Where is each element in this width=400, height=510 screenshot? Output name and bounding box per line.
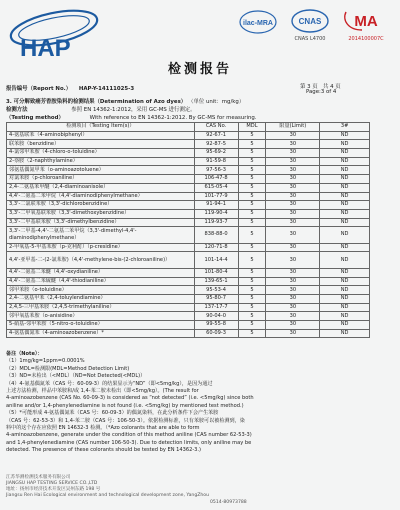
cell-mdl: 5 [238, 303, 266, 312]
table-row [7, 149, 370, 158]
report-number-label: 报告编号（Report No.） [6, 86, 72, 92]
table-row [7, 166, 370, 175]
method-text-en: With reference to EN 14362-1:2012. By GC-MS for measuring. [89, 115, 257, 121]
cell-cas: 106-47-8 [194, 175, 238, 184]
section-unit: （单位 unit：mg/kg） [188, 99, 245, 105]
cell-limit: 30 [266, 175, 320, 184]
section-heading-text: 3. 可分解致癌芳香胺染料的检测结果（Determination of Azo dyes） [6, 99, 187, 105]
cell-result: ND [320, 295, 370, 304]
note-line: （4）4-氨基偶氮苯（CAS 号：60-09-3）的结果显示为“ND”（即<5mg/kg），是因为通过 [6, 380, 213, 387]
cell-result: ND [320, 286, 370, 295]
footer-address-en: Jiangsu Ren Hai Ecological environment and technological development zone, YangZhou [6, 493, 210, 498]
cell-cas: 119-93-7 [194, 218, 238, 227]
col-header-item: 检测项目（Testing Item(s)） [7, 123, 195, 132]
cell-limit: 30 [266, 329, 320, 338]
table-row [7, 175, 370, 184]
page-indicator-en: Page:3 of 4 [306, 89, 337, 95]
cell-result: ND [320, 175, 370, 184]
table-row [7, 321, 370, 330]
cell-cas: 60-09-3 [194, 329, 238, 338]
cell-mdl: 5 [238, 192, 266, 201]
cell-mdl: 5 [238, 252, 266, 269]
cell-cas: 97-56-3 [194, 166, 238, 175]
table-row [7, 329, 370, 338]
cell-result: ND [320, 329, 370, 338]
cell-mdl: 5 [238, 149, 266, 158]
note-line: 4-aminoazobenzene (CAS No. 60-09-3) is considered as “not detected” (i.e. <5mg/kg) since both [6, 395, 254, 402]
cell-limit: 30 [266, 295, 320, 304]
cell-limit: 30 [266, 183, 320, 192]
cell-limit: 30 [266, 140, 320, 149]
cell-result: ND [320, 243, 370, 252]
cell-cas: 99-55-8 [194, 321, 238, 330]
cell-result: ND [320, 157, 370, 166]
cell-cas: 91-94-1 [194, 201, 238, 210]
cell-limit: 30 [266, 252, 320, 269]
cell-mdl: 5 [238, 166, 266, 175]
cell-result: ND [320, 140, 370, 149]
table-row [7, 268, 370, 277]
cell-result: ND [320, 268, 370, 277]
table-row [7, 183, 370, 192]
cell-cas: 92-87-5 [194, 140, 238, 149]
note-line: （3）ND=未检出（<MDL）（ND=Not Detected(<MDL)） [6, 373, 146, 380]
cell-cas: 90-04-0 [194, 312, 238, 321]
cell-mdl: 5 [238, 201, 266, 210]
cell-item: 3,3'-二甲氧基联苯胺（3,3'-dimethoxybenzidine） [7, 209, 195, 218]
report-title: 检测报告 [167, 62, 232, 77]
footer-company-en: JIANGSU HAP TESTING SERVICE CO.,LTD [6, 481, 98, 486]
cell-result: ND [320, 303, 370, 312]
page-indicator-cn: 第 3 页 共 4 页 [300, 84, 341, 90]
report-number [6, 84, 134, 92]
table-row [7, 295, 370, 304]
cell-result: ND [320, 183, 370, 192]
notes-lines [6, 358, 372, 454]
table-row [7, 227, 370, 244]
method-line-cn [6, 105, 196, 113]
cell-cas: 838-88-0 [194, 227, 238, 244]
cell-result: ND [320, 321, 370, 330]
cell-result: ND [320, 131, 370, 140]
cell-mdl: 5 [238, 140, 266, 149]
cell-mdl: 5 [238, 175, 266, 184]
cell-limit: 30 [266, 209, 320, 218]
table-row [7, 303, 370, 312]
table-row [7, 209, 370, 218]
table-row [7, 201, 370, 210]
col-header-mdl: MDL [238, 123, 266, 132]
cell-limit: 30 [266, 201, 320, 210]
cell-result: ND [320, 201, 370, 210]
cell-cas: 139-65-1 [194, 277, 238, 286]
cell-mdl: 5 [238, 277, 266, 286]
cell-result: ND [320, 149, 370, 158]
footer-address-cn: 地址：扬州市经济技术开发区吴州东路 198 号 [6, 487, 101, 492]
cell-result: ND [320, 252, 370, 269]
cell-item: 3,3'-二氯联苯胺（3,3'-dichlorobenzidine） [7, 201, 195, 210]
cell-cas: 137-17-7 [194, 303, 238, 312]
cell-limit: 30 [266, 227, 320, 244]
footer-phone: 0514-80973788 [210, 500, 247, 505]
cell-result: ND [320, 277, 370, 286]
cell-cas: 120-71-8 [194, 243, 238, 252]
ma-number: 2014100007C [348, 36, 384, 42]
cell-limit: 30 [266, 149, 320, 158]
cell-item: 2,4-二氨基苯甲醚（2,4-diaminoanisole） [7, 183, 195, 192]
note-line: （2）MDL=检测限(MDL=Method Detection Limit) [6, 365, 130, 372]
table-row [7, 192, 370, 201]
footer [6, 475, 398, 499]
note-line: （1）1mg/kg=1ppm=0.0001% [6, 358, 85, 365]
table-row [7, 277, 370, 286]
cell-cas: 95-69-2 [194, 149, 238, 158]
table-row [7, 218, 370, 227]
note-line: detected. The presence of these colorants should be tested by EN 14362-3.) [6, 447, 202, 454]
ilac-text: ilac-MRA [243, 20, 273, 27]
cell-item: 3,3'-二甲基-4,4'-二氨基二苯甲烷（3,3'-dimethyl-4,4'-diaminodiphenylmethane） [7, 227, 195, 244]
table-header-row [7, 123, 370, 132]
method-label-en: （Testing method） [6, 115, 64, 121]
note-line: （CAS 号：62-53-3）和 1,4-苯二胺（CAS 号：106-50-3）。依据检测标准，只有苯胺可以被检测到，染 [6, 417, 245, 424]
cell-item: 2,4-二氨基甲苯（2,4-toluylendiamine） [7, 295, 195, 304]
note-line: （5）*可能形成 4-氨基偶氮苯（CAS 号：60-09-3）的偶氮染料，在此分析条件下会产生苯胺 [6, 410, 219, 417]
table-row [7, 157, 370, 166]
cell-mdl: 5 [238, 227, 266, 244]
cell-limit: 30 [266, 131, 320, 140]
cell-cas: 92-67-1 [194, 131, 238, 140]
cell-cas: 91-59-8 [194, 157, 238, 166]
cell-item: 4,4'-二氨基二苯醚（4,4'-oxydianiline） [7, 268, 195, 277]
note-line: 料中的这个存在应依照 EN 14632-3 检测。（*Azo colorants that are able to form [6, 425, 200, 432]
cnas-number: CNAS L4700 [294, 36, 326, 42]
cell-item: 5-硝基-邻甲苯胺（5-nitro-o-toluidine） [7, 321, 195, 330]
cell-mdl: 5 [238, 209, 266, 218]
report-number-value: HAP-Y-14111025-3 [78, 86, 135, 92]
cell-limit: 30 [266, 286, 320, 295]
cell-mdl: 5 [238, 295, 266, 304]
cell-limit: 30 [266, 166, 320, 175]
cell-item: 3,3'-二甲基联苯胺（3,3'-dimethylbenzidine） [7, 218, 195, 227]
cell-cas: 95-80-7 [194, 295, 238, 304]
cell-cas: 615-05-4 [194, 183, 238, 192]
cell-item: 2-甲氧基-5-甲基苯胺（p-克利酊）（p-cresidine） [7, 243, 195, 252]
cell-item: 邻氨基偶氮甲苯（o-aminoazotoluene） [7, 166, 195, 175]
cell-mdl: 5 [238, 243, 266, 252]
cell-mdl: 5 [238, 183, 266, 192]
cell-limit: 30 [266, 243, 320, 252]
cell-mdl: 5 [238, 286, 266, 295]
cell-item: 2-萘胺（2-naphthylamine） [7, 157, 195, 166]
col-header-limit: 限量(Limit) [266, 123, 320, 132]
note-line: 上述方法检测，样品中苯胺和/或 1,4-苯二胺未检出（即<5mg/kg）。(The result for [6, 388, 199, 395]
cell-mdl: 5 [238, 321, 266, 330]
cell-item: 4-氨基偶氮苯（4-aminoazobenzene）* [7, 329, 195, 338]
cnas-badge [288, 8, 332, 46]
cell-limit: 30 [266, 277, 320, 286]
results-table [6, 122, 370, 338]
table-row [7, 252, 370, 269]
cell-cas: 101-77-9 [194, 192, 238, 201]
method-label: 检测方法 [6, 107, 28, 113]
cell-cas: 101-80-4 [194, 268, 238, 277]
cell-limit: 30 [266, 192, 320, 201]
cell-result: ND [320, 192, 370, 201]
footer-company-cn: 江苏华测检测技术服务有限公司 [6, 475, 71, 480]
cell-cas: 101-14-4 [194, 252, 238, 269]
table-row [7, 286, 370, 295]
cell-mdl: 5 [238, 218, 266, 227]
cell-mdl: 5 [238, 312, 266, 321]
ma-text: MA [354, 13, 378, 30]
cell-mdl: 5 [238, 131, 266, 140]
cell-result: ND [320, 218, 370, 227]
cell-limit: 30 [266, 321, 320, 330]
cnas-text: CNAS [298, 17, 322, 26]
cell-limit: 30 [266, 303, 320, 312]
cell-result: ND [320, 209, 370, 218]
cell-limit: 30 [266, 157, 320, 166]
logo-text: HAP [20, 35, 71, 62]
cell-cas: 119-90-4 [194, 209, 238, 218]
cell-item: 4-氨基联苯（4-aminobiphenyl） [7, 131, 195, 140]
cell-item: 对氯苯胺（p-chloroaniline） [7, 175, 195, 184]
cell-item: 联苯胺（benzidine） [7, 140, 195, 149]
col-header-sample: 3# [320, 123, 370, 132]
section-heading [6, 97, 244, 105]
cell-cas: 95-53-4 [194, 286, 238, 295]
notes-label: 备注（Note）： [6, 351, 43, 357]
cell-limit: 30 [266, 218, 320, 227]
note-line: and 1,4-phenylenediamine (CAS number 106-50-3). Due to detection limits, only aniline may be [6, 439, 252, 446]
hap-logo [6, 4, 116, 62]
cell-item: 邻甲苯胺（o-toluidine） [7, 286, 195, 295]
cell-mdl: 5 [238, 268, 266, 277]
cell-mdl: 5 [238, 329, 266, 338]
cell-result: ND [320, 312, 370, 321]
cell-item: 邻甲氧基苯胺（o-anisidine） [7, 312, 195, 321]
note-line: aniline and/or 1,4-phenylenediamine is not found (i.e. <5mg/kg) by mentioned test method.) [6, 402, 244, 409]
cell-item: 4-氯邻甲苯胺（4-chloro-o-toluidine） [7, 149, 195, 158]
cell-item: 2,4,5-三甲基苯胺（2,4,5-trimethylaniline） [7, 303, 195, 312]
cell-limit: 30 [266, 312, 320, 321]
cell-item: 4,4'-二氨基二苯硫醚（4,4'-thiodianiline） [7, 277, 195, 286]
note-line: 4-aminoazobenzene, generate under the condition of this method aniline (CAS number 62-53-3) [6, 432, 252, 439]
notes [6, 351, 372, 455]
table-row [7, 131, 370, 140]
method-line-en [6, 113, 257, 121]
cell-result: ND [320, 227, 370, 244]
cell-item: 4,4'-亚甲基-二-(2-氯苯胺)（4,4'-methylene-bis-(2-chloroaniline)） [7, 252, 195, 269]
ilac-mra-badge [238, 8, 278, 46]
cell-mdl: 5 [238, 157, 266, 166]
table-row [7, 243, 370, 252]
table-row [7, 312, 370, 321]
method-text-cn: 参照 EN 14362-1:2012，采用 GC-MS 进行测定。 [71, 107, 196, 113]
table-row [7, 140, 370, 149]
cell-result: ND [320, 166, 370, 175]
col-header-cas: CAS No. [194, 123, 238, 132]
cell-item: 4,4'-二氨基二苯甲烷（4,4'-diaminodiphenylmethane） [7, 192, 195, 201]
cell-limit: 30 [266, 268, 320, 277]
ma-badge [340, 8, 392, 46]
